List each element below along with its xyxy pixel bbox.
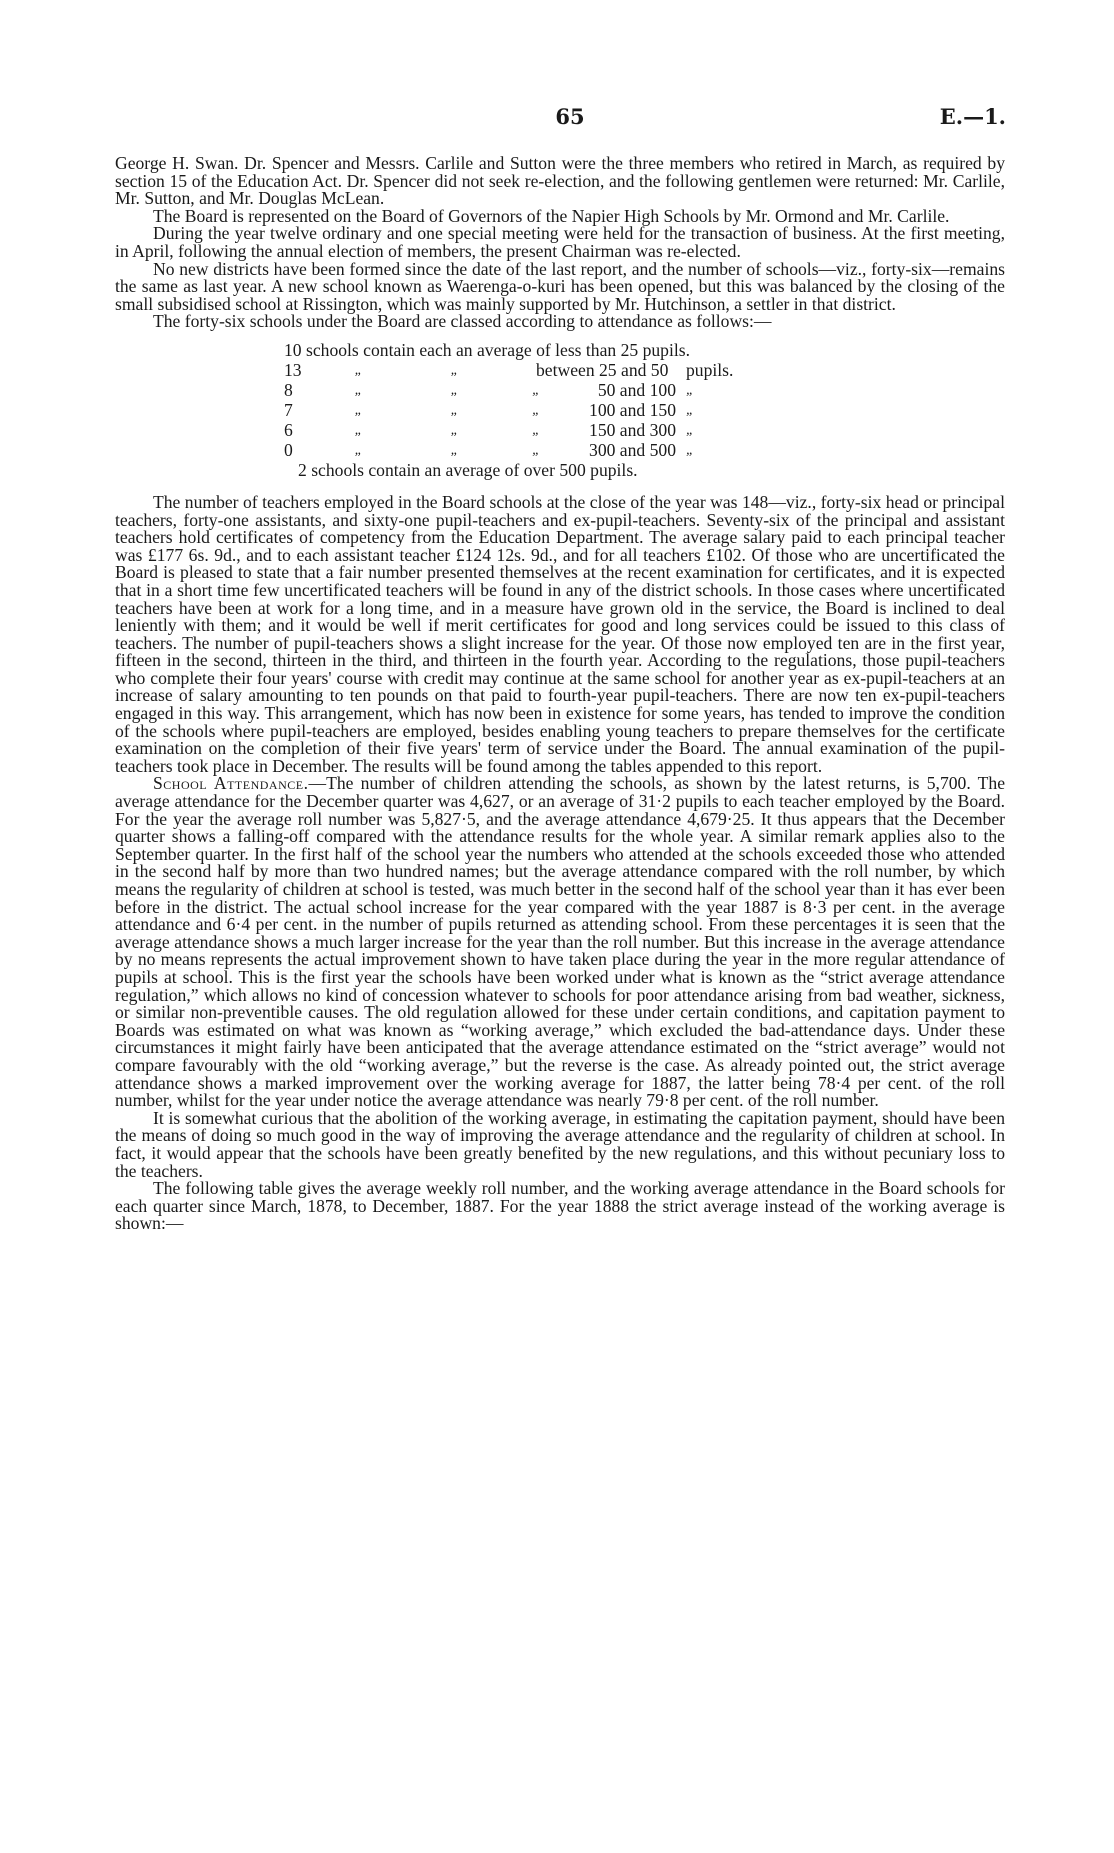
attendance-text: —The number of children attending the schools, as shown by the latest returns, is 5,700. The average attendance for the December quarter was 4,627, or an average of 31·2 pupils to each teacher employed by the Board. For the year the average roll number was 5,827·5, and the average attendance 4,679·25. It thus appears that the December quarter shows a falling-off compared with the attendance results for the whole year. A similar remark applies also to the September quarter. In the first half of the school year the numbers who attended at the schools exceeded those who attended in the second half by more than two hundred names; but the average attendance compared with the roll number, by which means the regularity of children at school is tested, was much better in the second half of the school year than it has ever been before in the district. The actual school increase for the year compared with the year 1887 is 8·3 per cent. in the average attendance and 6·4 per cent. in the number of pupils returned as attending school. From these percentages it is seen that the average attendance shows a much larger increase for the year than the roll number. But this increase in the average attendance by no means represents the actual improvement shown to have taken place during the year in the more regular attendance of pupils at school. This is the first year the schools have been worked under what is known as the “strict average attendance regulation,” which allows no kind of concession whatever to schools for poor attendance arising from bad weather, sickness, or similar non-preventible causes. The old regulation allowed for these under certain conditions, and capitation payment to Boards was estimated on what was known as “working average,” which excluded the bad-attendance days. Under these circumstances it might fairly have been anticipated that the average attendance estimated on the “strict average” would not compare favourably with the old “working average,” but the reverse is the case. As already pointed out, the strict average attendance shows a marked improvement over the working average for 1887, the latter being 78·4 per cent. of the roll number, whilst for the year under notice the average attendance was nearly 79·8 per cent. of the roll number. — [115, 773, 1005, 1111]
ditto-mark: „ — [532, 382, 540, 398]
ditto-mark: „ — [354, 442, 363, 458]
paragraph-classification-intro: The forty-six schools under the Board are classed according to attendance as follows:— — [153, 311, 772, 332]
classification-row — [284, 462, 746, 482]
row-count: 0 — [284, 439, 293, 460]
classification-row — [284, 342, 746, 362]
classification-row — [284, 382, 746, 402]
row-range: between 25 and 50 — [536, 359, 669, 380]
row-range: 100 and 150 — [589, 399, 676, 420]
ditto-mark: „ — [532, 422, 540, 438]
ditto-mark: „ — [450, 382, 459, 398]
classification-row — [284, 422, 746, 442]
row-count: 8 — [284, 379, 293, 400]
paragraph-board-governors: The Board is represented on the Board of Governors of the Napier High Schools by Mr. Ormond and Mr. Carlile. — [153, 205, 950, 226]
paragraph-meetings: During the year twelve ordinary and one special meeting were held for the transaction of business. At the first meeting, in April, following the annual election of members, the present Chairman was re-elected. — [115, 223, 1005, 261]
school-classification-table — [284, 339, 746, 482]
paragraph-school-attendance — [115, 775, 1005, 1109]
ditto-mark: „ — [450, 442, 459, 458]
row-count: 6 — [284, 419, 293, 440]
row-range: 300 and 500 — [589, 439, 676, 460]
row-unit: „ — [686, 402, 694, 418]
row-range: 150 and 300 — [589, 419, 676, 440]
ditto-mark: „ — [532, 402, 540, 418]
classification-row — [284, 362, 746, 382]
section-heading-school-attendance: School Attendance. — [153, 773, 309, 794]
page-reference: E.—1. — [939, 104, 1006, 129]
classification-last-row: 2 schools contain an average of over 500 pupils. — [298, 459, 638, 480]
row-unit: „ — [686, 422, 694, 438]
paragraph-board-members: George H. Swan. Dr. Spencer and Messrs. Carlile and Sutton were the three members who retired in March, as required by section 15 of the Education Act. Dr. Spencer did not seek re-election, and the following gentlemen were returned: Mr. Carlile, Mr. Sutton, and Mr. Douglas McLean. — [115, 153, 1005, 209]
ditto-mark: „ — [532, 442, 540, 458]
ditto-mark: „ — [354, 362, 363, 378]
classification-row — [284, 402, 746, 422]
paragraph-districts: No new districts have been formed since the date of the last report, and the number of schools—viz., forty-six—remains the same as last year. A new school known as Waerenga-o-kuri has been opened, but this was balanced by the closing of the small subsidised school at Rissington, which was mainly supported by Mr. Hutchinson, a settler in that district. — [115, 258, 1005, 314]
row-count: 7 — [284, 399, 293, 420]
ditto-mark: „ — [354, 422, 363, 438]
ditto-mark: „ — [354, 382, 363, 398]
ditto-mark: „ — [450, 362, 459, 378]
classification-row — [284, 442, 746, 462]
row-unit: „ — [686, 382, 694, 398]
ditto-mark: „ — [450, 422, 459, 438]
classification-first-row: 10 schools contain each an average of less than 25 pupils. — [284, 339, 691, 360]
paragraph-table-intro: The following table gives the average weekly roll number, and the working average attendance in the Board schools for each quarter since March, 1878, to December, 1887. For the year 1888 the strict average instead of the working average is shown:— — [115, 1178, 1005, 1234]
page-number: 65 — [555, 104, 585, 129]
body-text — [115, 155, 1005, 1233]
ditto-mark: „ — [354, 402, 363, 418]
paragraph-teachers: The number of teachers employed in the Board schools at the close of the year was 148—viz., forty-six head or principal teachers, forty-one assistants, and sixty-one pupil-teachers and ex-pupil-teachers. Seventy-six of the principal and assistant teachers hold certificates of competency from the Education Department. The average salary paid to each principal teacher was £177 6s. 9d., and to each assistant teacher £124 12s. 9d., and for all teachers £102. Of those who are uncertificated the Board is pleased to state that a fair number presented themselves at the recent examination for certificates, and it is expected that in a short time few uncertificated teachers will be found in any of the district schools. In those cases where uncertificated teachers have been at work for a long time, and in a measure have grown old in the service, the Board is inclined to deal leniently with them; and it would be well if merit certificates for good and long services could be issued to this class of teachers. The number of pupil-teachers shows a slight increase for the year. Of those now employed ten are in the first year, fifteen in the second, thirteen in the third, and thirteen in the fourth year. According to the regulations, those pupil-teachers who complete their four years' course with credit may continue at the same school for another year as ex-pupil-teachers at an increase of salary amounting to ten pounds on that paid to fourth-year pupil-teachers. There are now ten ex-pupil-teachers engaged in this way. This arrangement, which has now been in existence for some years, has tended to improve the condition of the schools where pupil-teachers are employed, besides enabling young teachers to prepare themselves for the certificate examination on the completion of their five years' term of service under the Board. The annual examination of the pupil-teachers took place in December. The results will be found among the tables appended to this report. — [115, 491, 1005, 776]
row-range: 50 and 100 — [597, 379, 676, 400]
row-count: 13 — [284, 359, 302, 380]
row-unit: pupils. — [686, 359, 734, 380]
ditto-mark: „ — [450, 402, 459, 418]
row-unit: „ — [686, 442, 694, 458]
paragraph-working-average: It is somewhat curious that the abolition of the working average, in estimating the capitation payment, should have been the means of doing so much good in the way of improving the average attendance and the regularity of children at school. In fact, it would appear that the schools have been greatly benefited by the new regulations, and this without pecuniary loss to the teachers. — [115, 1107, 1005, 1181]
